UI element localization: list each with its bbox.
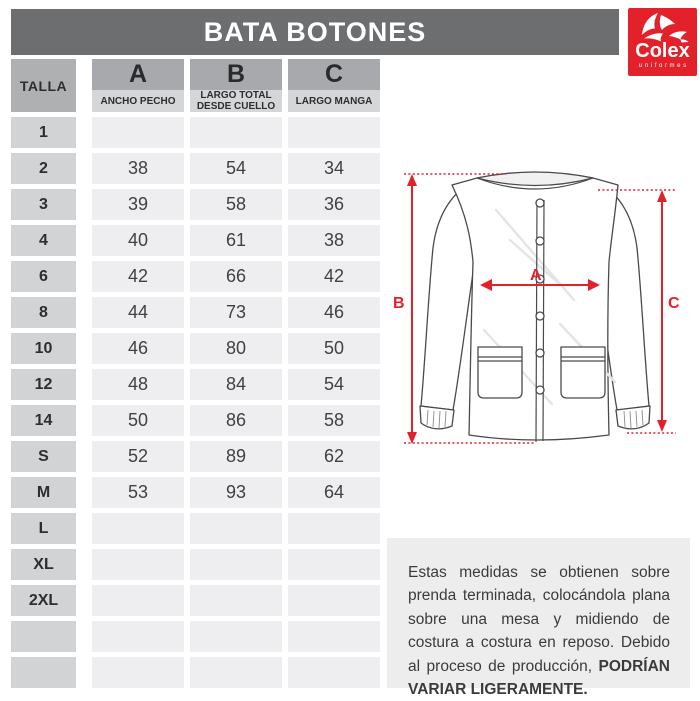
row-size-label: 3: [11, 189, 76, 220]
measure-label-b: B: [393, 295, 405, 312]
row-value: [288, 585, 380, 616]
row-value: 64: [288, 477, 380, 508]
row-value: [92, 549, 184, 580]
row-value: 50: [288, 333, 380, 364]
row-value: 80: [190, 333, 282, 364]
row-value: [190, 513, 282, 544]
column-header-b: [190, 59, 282, 112]
row-value: 73: [190, 297, 282, 328]
table-row: [11, 333, 380, 364]
column-header-a: [92, 59, 184, 112]
row-size-label: 1: [11, 117, 76, 148]
row-value: 54: [190, 153, 282, 184]
title-bar: [11, 9, 619, 55]
right-cuff: [616, 406, 650, 429]
note-emphasis: PODRÍAN VARIAR LIGERAMENTE.: [408, 657, 670, 699]
row-value: [92, 657, 184, 688]
row-value: 44: [92, 297, 184, 328]
table-header-row: [11, 59, 380, 112]
row-size-label: 14: [11, 405, 76, 436]
table-row: [11, 405, 380, 436]
column-description: LARGO MANGA: [288, 90, 380, 112]
row-value: 93: [190, 477, 282, 508]
column-header-talla: TALLA: [11, 59, 76, 112]
right-pocket: [561, 347, 605, 398]
row-value: [190, 585, 282, 616]
row-size-label: [11, 657, 76, 688]
row-size-label: 12: [11, 369, 76, 400]
column-letter: A: [92, 59, 184, 90]
row-value: 42: [92, 261, 184, 292]
row-size-label: 6: [11, 261, 76, 292]
row-value: 46: [288, 297, 380, 328]
row-value: 50: [92, 405, 184, 436]
table-row: [11, 153, 380, 184]
row-size-label: L: [11, 513, 76, 544]
brand-name: Colex: [635, 40, 690, 62]
row-value: 42: [288, 261, 380, 292]
left-pocket: [478, 347, 522, 398]
size-table: [11, 59, 380, 693]
table-row: [11, 441, 380, 472]
column-letter: C: [288, 59, 380, 90]
button: [536, 312, 544, 320]
row-size-label: S: [11, 441, 76, 472]
row-value: 46: [92, 333, 184, 364]
column-header-c: [288, 59, 380, 112]
table-row: [11, 621, 380, 652]
row-value: 40: [92, 225, 184, 256]
table-row: [11, 657, 380, 688]
table-body: [11, 117, 380, 688]
row-value: [92, 585, 184, 616]
table-row: [11, 477, 380, 508]
button: [536, 237, 544, 245]
row-value: [92, 117, 184, 148]
row-value: [190, 621, 282, 652]
row-value: [190, 657, 282, 688]
row-value: [288, 513, 380, 544]
brand-tagline: uniformes: [638, 63, 689, 69]
row-value: [288, 117, 380, 148]
column-description: LARGO TOTAL DESDE CUELLO: [190, 90, 282, 112]
wing-icon: [628, 8, 697, 44]
column-letter: B: [190, 59, 282, 90]
row-value: 34: [288, 153, 380, 184]
row-size-label: 4: [11, 225, 76, 256]
arrowhead-down: [657, 420, 667, 432]
row-value: 84: [190, 369, 282, 400]
page-title: BATA BOTONES: [203, 16, 427, 47]
row-value: [288, 657, 380, 688]
table-row: [11, 297, 380, 328]
row-value: [288, 549, 380, 580]
table-row: [11, 513, 380, 544]
measurement-note: [387, 538, 690, 699]
arrowhead-up: [407, 174, 417, 186]
row-value: [288, 621, 380, 652]
brand-logo: [628, 8, 697, 76]
row-size-label: 8: [11, 297, 76, 328]
row-value: [190, 117, 282, 148]
row-value: [190, 549, 282, 580]
measure-label-c: C: [668, 295, 680, 312]
table-row: [11, 225, 380, 256]
row-size-label: 2XL: [11, 585, 76, 616]
table-row: [11, 261, 380, 292]
row-value: 62: [288, 441, 380, 472]
row-value: 38: [92, 153, 184, 184]
garment-body: [452, 173, 618, 441]
arrowhead-up: [657, 190, 667, 202]
row-value: [92, 621, 184, 652]
row-value: 36: [288, 189, 380, 220]
note-text: Estas medidas se obtienen sobre prenda terminada, colocándola plana sobre una mesa y midiendo de costura a costura en reposo. Debido al proceso de producción,: [408, 564, 670, 675]
row-value: 39: [92, 189, 184, 220]
row-value: 61: [190, 225, 282, 256]
button: [536, 199, 544, 207]
column-description: ANCHO PECHO: [92, 90, 184, 112]
note-paragraph: [408, 561, 670, 701]
row-size-label: M: [11, 477, 76, 508]
row-size-label: XL: [11, 549, 76, 580]
table-row: [11, 549, 380, 580]
row-value: 66: [190, 261, 282, 292]
row-value: 58: [288, 405, 380, 436]
garment-diagram: [388, 148, 700, 450]
row-value: 86: [190, 405, 282, 436]
row-value: 89: [190, 441, 282, 472]
left-cuff: [420, 406, 454, 429]
row-size-label: 2: [11, 153, 76, 184]
button: [536, 349, 544, 357]
row-value: 53: [92, 477, 184, 508]
measure-label-a: A: [530, 267, 542, 284]
row-size-label: 10: [11, 333, 76, 364]
row-value: 52: [92, 441, 184, 472]
row-size-label: [11, 621, 76, 652]
row-value: 38: [288, 225, 380, 256]
table-row: [11, 369, 380, 400]
table-row: [11, 189, 380, 220]
row-value: 58: [190, 189, 282, 220]
row-value: 48: [92, 369, 184, 400]
button: [536, 386, 544, 394]
row-value: 54: [288, 369, 380, 400]
table-row: [11, 117, 380, 148]
row-value: [92, 513, 184, 544]
table-row: [11, 585, 380, 616]
